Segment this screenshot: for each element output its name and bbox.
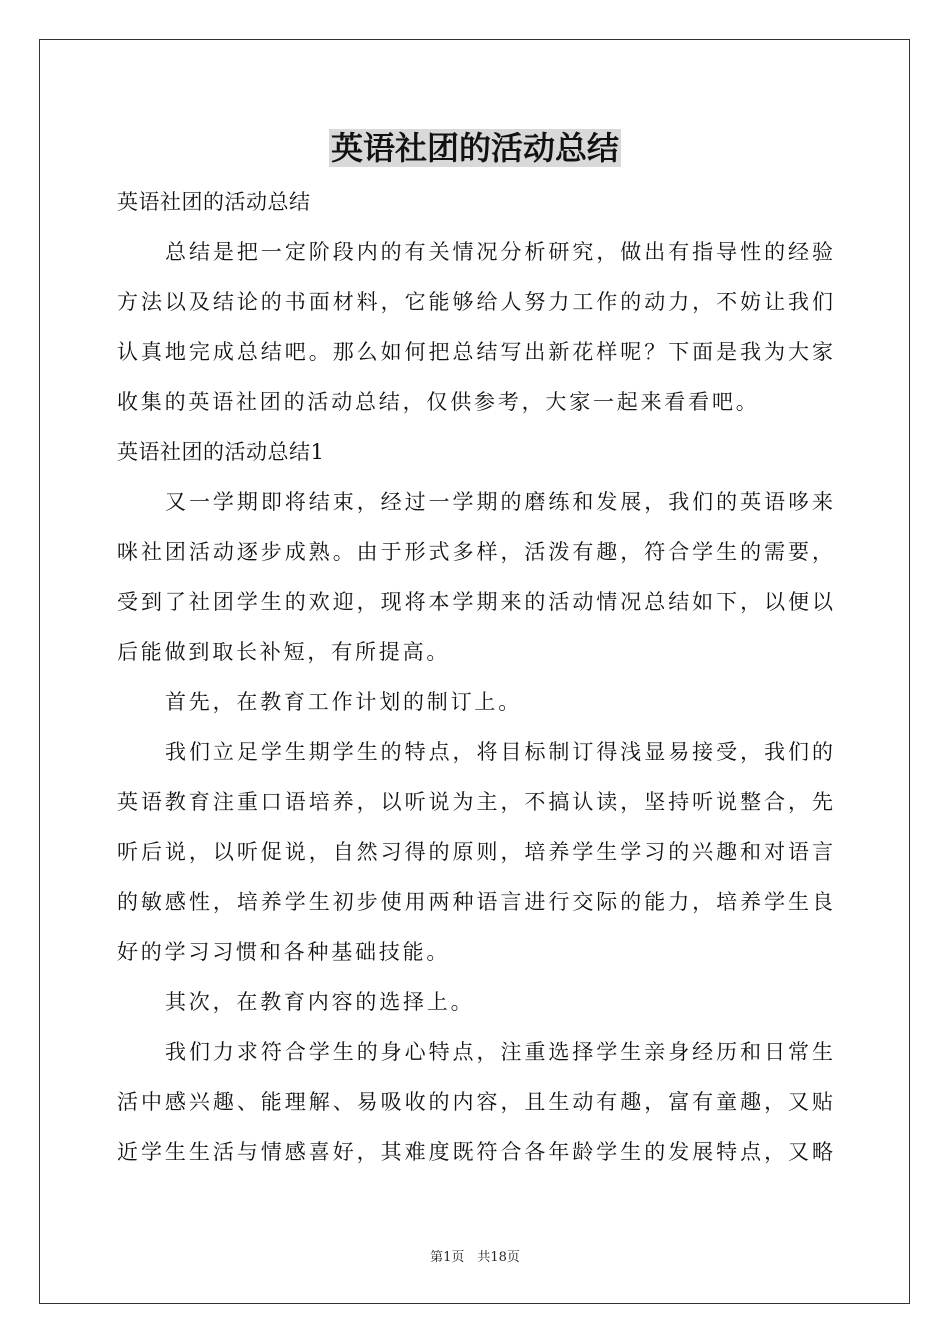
document-body <box>117 177 833 1177</box>
document-title-text: 英语社团的活动总结 <box>330 129 619 167</box>
body-line: 我们力求符合学生的身心特点，注重选择学生亲身经历和日常生 <box>165 1040 833 1064</box>
page-footer: 第1页 共18页 <box>430 1250 520 1265</box>
body-line: 后能做到取长补短，有所提高。 <box>117 640 451 664</box>
body-line: 首先，在教育工作计划的制订上。 <box>165 690 522 714</box>
body-line: 活中感兴趣、能理解、易吸收的内容，且生动有趣，富有童趣，又贴 <box>117 1090 833 1114</box>
body-line: 其次，在教育内容的选择上。 <box>165 990 475 1014</box>
body-line: 我们立足学生期学生的特点，将目标制订得浅显易接受，我们的 <box>165 740 833 764</box>
body-line: 听后说，以听促说，自然习得的原则，培养学生学习的兴趣和对语言 <box>117 840 833 864</box>
body-line: 收集的英语社团的活动总结，仅供参考，大家一起来看看吧。 <box>117 390 760 414</box>
body-line: 的敏感性，培养学生初步使用两种语言进行交际的能力，培养学生良 <box>117 890 833 914</box>
body-line: 英语社团的活动总结1 <box>117 440 325 464</box>
body-line: 咪社团活动逐步成熟。由于形式多样，活泼有趣，符合学生的需要， <box>117 540 833 564</box>
body-line: 又一学期即将结束，经过一学期的磨练和发展，我们的英语哆来 <box>165 490 833 514</box>
body-line: 认真地完成总结吧。那么如何把总结写出新花样呢？下面是我为大家 <box>117 340 833 364</box>
body-line: 英语社团的活动总结 <box>117 190 311 214</box>
body-line: 受到了社团学生的欢迎，现将本学期来的活动情况总结如下，以便以 <box>117 590 833 614</box>
body-line: 好的学习习惯和各种基础技能。 <box>117 940 451 964</box>
document-title <box>0 126 950 170</box>
body-line: 近学生生活与情感喜好，其难度既符合各年龄学生的发展特点，又略 <box>117 1140 833 1164</box>
body-line: 方法以及结论的书面材料，它能够给人努力工作的动力，不妨让我们 <box>117 290 833 314</box>
body-line: 英语教育注重口语培养，以听说为主，不搞认读，坚持听说整合，先 <box>117 790 833 814</box>
body-line: 总结是把一定阶段内的有关情况分析研究，做出有指导性的经验 <box>165 240 833 264</box>
